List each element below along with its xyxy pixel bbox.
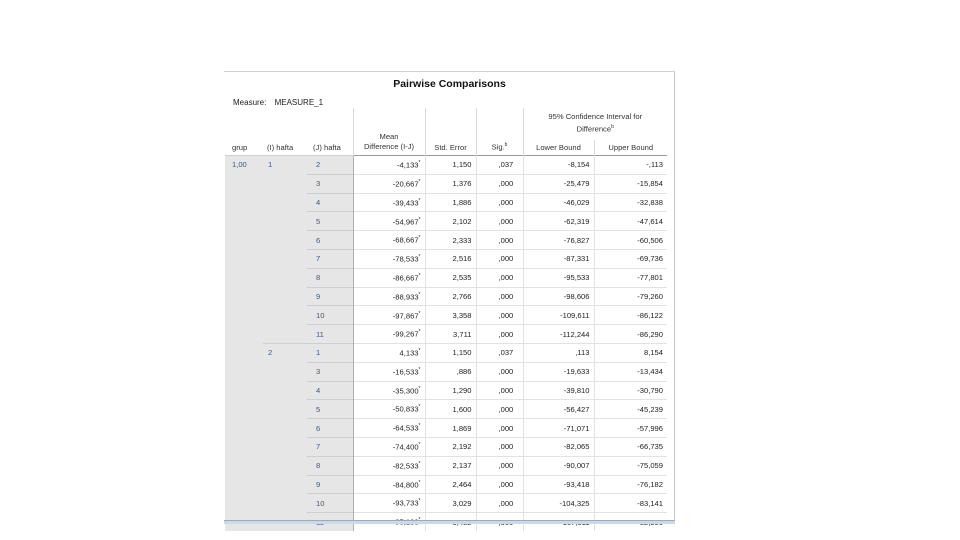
significance-star: *: [418, 310, 421, 317]
row-grup: [225, 249, 263, 268]
row-j-hafta: 6: [307, 231, 353, 250]
row-mean-difference: [353, 193, 425, 212]
row-i-hafta: [263, 287, 307, 306]
row-grup: [225, 456, 263, 475]
row-mean-difference: [353, 306, 425, 325]
table-title: Pairwise Comparisons: [393, 78, 506, 90]
row-sig: ,000: [476, 381, 523, 400]
mean-difference-value: -84,800: [392, 480, 419, 490]
row-mean-difference: [353, 212, 425, 231]
row-mean-difference: [353, 174, 425, 193]
row-j-hafta: 8: [307, 456, 353, 475]
row-grup: [225, 362, 263, 381]
row-sig: ,000: [476, 475, 523, 494]
significance-star: *: [418, 291, 421, 298]
header-ci-note: b: [611, 124, 614, 130]
row-lower-bound: -25,479: [523, 174, 594, 193]
row-sig: ,000: [476, 400, 523, 419]
row-sig: ,000: [476, 287, 523, 306]
row-std-error: 2,535: [425, 268, 476, 287]
row-lower-bound: -39,810: [523, 381, 594, 400]
row-upper-bound: -45,239: [594, 400, 667, 419]
significance-star: *: [418, 160, 421, 167]
mean-difference-value: -64,533: [392, 423, 419, 433]
row-lower-bound: -19,633: [523, 362, 594, 381]
row-mean-difference: [353, 156, 425, 175]
row-lower-bound: -62,319: [523, 212, 594, 231]
row-i-hafta: [263, 306, 307, 325]
significance-star: *: [418, 329, 421, 336]
row-upper-bound: -75,059: [594, 456, 667, 475]
table-row: [225, 362, 667, 381]
row-mean-difference: [353, 456, 425, 475]
row-upper-bound: -86,290: [594, 325, 667, 344]
row-lower-bound: -87,331: [523, 249, 594, 268]
row-sig: ,000: [476, 494, 523, 513]
significance-star: *: [418, 235, 421, 242]
row-i-hafta: [263, 475, 307, 494]
row-std-error: 1,290: [425, 381, 476, 400]
row-upper-bound: -60,506: [594, 231, 667, 250]
table-row: [225, 325, 667, 344]
significance-star: *: [418, 423, 421, 430]
header-upper-bound: Upper Bound: [594, 140, 667, 156]
mean-difference-value: -88,933: [392, 292, 419, 302]
significance-star: *: [418, 442, 421, 449]
panel-right-border: [674, 71, 675, 524]
row-upper-bound: -66,735: [594, 437, 667, 456]
row-i-hafta: [263, 268, 307, 287]
row-mean-difference: [353, 325, 425, 344]
row-grup: [225, 475, 263, 494]
row-std-error: 1,869: [425, 419, 476, 438]
row-std-error: ,886: [425, 362, 476, 381]
row-sig: ,000: [476, 231, 523, 250]
table-row: [225, 193, 667, 212]
row-mean-difference: [353, 268, 425, 287]
row-i-hafta: [263, 437, 307, 456]
row-std-error: 2,192: [425, 437, 476, 456]
row-j-hafta: 7: [307, 249, 353, 268]
row-lower-bound: -56,427: [523, 400, 594, 419]
row-mean-difference: [353, 343, 425, 362]
mean-difference-value: -93,733: [392, 499, 419, 508]
table-row: [225, 475, 667, 494]
mean-difference-value: -20,667: [392, 179, 419, 189]
row-std-error: 2,137: [425, 456, 476, 475]
row-i-hafta: 2: [263, 343, 307, 362]
row-i-hafta: [263, 212, 307, 231]
row-grup: [225, 231, 263, 250]
row-mean-difference: [353, 249, 425, 268]
row-mean-difference: [353, 381, 425, 400]
row-mean-difference: [353, 400, 425, 419]
significance-star: *: [418, 366, 421, 373]
row-mean-difference: [353, 287, 425, 306]
mean-difference-value: -54,967: [392, 217, 419, 227]
table-row: [225, 156, 667, 175]
row-j-hafta: 9: [307, 475, 353, 494]
mean-difference-value: -16,533: [392, 367, 419, 377]
row-lower-bound: -8,154: [523, 156, 594, 175]
row-sig: ,000: [476, 437, 523, 456]
row-upper-bound: -47,614: [594, 212, 667, 231]
header-j-hafta: (J) hafta: [313, 143, 341, 152]
header-lower-bound: Lower Bound: [523, 140, 594, 156]
table-row: [225, 494, 667, 513]
row-lower-bound: -104,325: [523, 494, 594, 513]
row-lower-bound: -95,533: [523, 268, 594, 287]
mean-difference-value: -82,533: [392, 461, 419, 471]
mean-difference-value: -35,300: [392, 386, 419, 396]
row-sig: ,000: [476, 325, 523, 344]
row-upper-bound: -,113: [594, 156, 667, 175]
table-row: [225, 419, 667, 438]
significance-star: *: [418, 254, 421, 261]
measure-value: MEASURE_1: [274, 98, 324, 107]
pairwise-comparisons-table-panel: [224, 71, 675, 524]
significance-star: *: [418, 385, 421, 392]
row-grup: [225, 268, 263, 287]
row-lower-bound: -71,071: [523, 419, 594, 438]
row-upper-bound: -32,838: [594, 193, 667, 212]
mean-difference-value: -74,400: [392, 442, 419, 452]
row-sig: ,000: [476, 174, 523, 193]
row-upper-bound: -57,996: [594, 419, 667, 438]
header-std-error: Std. Error: [425, 108, 476, 156]
significance-star: *: [418, 178, 421, 185]
row-i-hafta: [263, 456, 307, 475]
panel-bottom-border: [224, 520, 675, 524]
row-i-hafta: [263, 494, 307, 513]
row-sig: ,000: [476, 306, 523, 325]
mean-difference-value: -50,833: [392, 405, 419, 415]
table-row: [225, 231, 667, 250]
row-grup: [225, 400, 263, 419]
row-mean-difference: [353, 437, 425, 456]
table-row: [225, 249, 667, 268]
row-j-hafta: 11: [307, 325, 353, 344]
row-grup: [225, 287, 263, 306]
mean-difference-value: -4,133: [397, 160, 419, 170]
table-row: [225, 268, 667, 287]
row-std-error: 2,464: [425, 475, 476, 494]
row-i-hafta: 1: [263, 156, 307, 175]
row-j-hafta: 2: [307, 156, 353, 175]
significance-star: *: [418, 479, 421, 486]
row-sig: ,000: [476, 456, 523, 475]
row-grup: [225, 212, 263, 231]
row-std-error: 1,150: [425, 156, 476, 175]
header-mean-difference-text: Mean Difference (I-J): [363, 132, 415, 151]
row-lower-bound: -46,029: [523, 193, 594, 212]
row-grup: [225, 325, 263, 344]
row-lower-bound: -109,611: [523, 306, 594, 325]
table-row: [225, 287, 667, 306]
header-sig-note: b: [504, 142, 508, 149]
row-sig: ,000: [476, 419, 523, 438]
row-sig: ,000: [476, 249, 523, 268]
row-lower-bound: -76,827: [523, 231, 594, 250]
mean-difference-value: -97,867: [392, 311, 419, 321]
row-j-hafta: 5: [307, 212, 353, 231]
row-mean-difference: [353, 475, 425, 494]
row-i-hafta: [263, 193, 307, 212]
row-i-hafta: [263, 400, 307, 419]
mean-difference-value: -39,433: [392, 198, 419, 208]
row-sig: ,000: [476, 193, 523, 212]
table-body: [225, 156, 667, 531]
row-std-error: 2,102: [425, 212, 476, 231]
significance-star: *: [418, 216, 421, 223]
significance-star: *: [418, 197, 421, 204]
row-upper-bound: -30,790: [594, 381, 667, 400]
row-upper-bound: 8,154: [594, 343, 667, 362]
row-i-hafta: [263, 249, 307, 268]
row-j-hafta: 5: [307, 400, 353, 419]
row-j-hafta: 7: [307, 437, 353, 456]
row-lower-bound: -93,418: [523, 475, 594, 494]
panel-top-border: [224, 71, 675, 72]
comparisons-table: [225, 108, 667, 531]
mean-difference-value: -78,533: [392, 254, 419, 264]
row-j-hafta: 9: [307, 287, 353, 306]
mean-difference-value: -68,667: [392, 235, 419, 245]
mean-difference-value: 4,133: [399, 348, 419, 358]
row-j-hafta: 4: [307, 193, 353, 212]
row-std-error: 3,711: [425, 325, 476, 344]
row-j-hafta: 3: [307, 174, 353, 193]
table-row: [225, 437, 667, 456]
row-i-hafta: [263, 325, 307, 344]
row-j-hafta: 4: [307, 381, 353, 400]
row-std-error: 2,516: [425, 249, 476, 268]
header-ci-wrap: [534, 112, 656, 135]
table-row: [225, 212, 667, 231]
row-std-error: 1,886: [425, 193, 476, 212]
row-sig: ,037: [476, 343, 523, 362]
table-row: [225, 381, 667, 400]
row-mean-difference: [353, 362, 425, 381]
row-std-error: 2,333: [425, 231, 476, 250]
row-std-error: 1,600: [425, 400, 476, 419]
row-j-hafta: 10: [307, 306, 353, 325]
row-grup: [225, 437, 263, 456]
significance-star: *: [418, 348, 421, 355]
row-mean-difference: [353, 494, 425, 513]
mean-difference-value: -99,267: [392, 329, 419, 339]
row-grup: [225, 174, 263, 193]
row-lower-bound: -98,606: [523, 287, 594, 306]
row-upper-bound: -76,182: [594, 475, 667, 494]
table-row: [225, 400, 667, 419]
row-grup: [225, 343, 263, 362]
row-mean-difference: [353, 231, 425, 250]
row-upper-bound: -83,141: [594, 494, 667, 513]
row-std-error: 1,376: [425, 174, 476, 193]
row-grup: [225, 381, 263, 400]
header-ci-text: 95% Confidence Interval for Difference: [548, 112, 643, 134]
significance-star: *: [418, 404, 421, 411]
row-lower-bound: -90,007: [523, 456, 594, 475]
row-j-hafta: 10: [307, 494, 353, 513]
row-std-error: 3,029: [425, 494, 476, 513]
header-grup: grup: [232, 143, 248, 152]
row-std-error: 2,766: [425, 287, 476, 306]
row-sig: ,000: [476, 362, 523, 381]
row-mean-difference: [353, 419, 425, 438]
row-i-hafta: [263, 362, 307, 381]
row-grup: [225, 306, 263, 325]
significance-star: *: [418, 460, 421, 467]
row-sig: ,037: [476, 156, 523, 175]
row-upper-bound: -13,434: [594, 362, 667, 381]
row-grup: 1,00: [225, 156, 263, 175]
row-sig: ,000: [476, 268, 523, 287]
table-row: [225, 343, 667, 362]
significance-star: *: [418, 272, 421, 279]
header-i-hafta: (I) hafta: [267, 143, 294, 152]
row-upper-bound: -15,854: [594, 174, 667, 193]
row-std-error: 3,358: [425, 306, 476, 325]
row-grup: [225, 419, 263, 438]
row-i-hafta: [263, 419, 307, 438]
header-sig: [476, 108, 523, 156]
row-j-hafta: 6: [307, 419, 353, 438]
row-j-hafta: 1: [307, 343, 353, 362]
row-upper-bound: -86,122: [594, 306, 667, 325]
mean-difference-value: -86,667: [392, 273, 419, 283]
row-grup: [225, 193, 263, 212]
header-mean-difference: [353, 108, 425, 156]
row-lower-bound: ,113: [523, 343, 594, 362]
row-upper-bound: -79,260: [594, 287, 667, 306]
row-j-hafta: 8: [307, 268, 353, 287]
row-i-hafta: [263, 381, 307, 400]
row-i-hafta: [263, 174, 307, 193]
row-sig: ,000: [476, 212, 523, 231]
row-upper-bound: -77,801: [594, 268, 667, 287]
header-confidence-interval: [523, 108, 667, 140]
row-std-error: 1,150: [425, 343, 476, 362]
measure-label: Measure:: [233, 98, 267, 107]
measure-line: [233, 98, 329, 107]
row-grup: [225, 494, 263, 513]
row-lower-bound: -112,244: [523, 325, 594, 344]
table-row: [225, 174, 667, 193]
row-j-hafta: 3: [307, 362, 353, 381]
significance-star: *: [418, 498, 421, 505]
row-upper-bound: -69,736: [594, 249, 667, 268]
table-row: [225, 306, 667, 325]
row-i-hafta: [263, 231, 307, 250]
row-lower-bound: -82,065: [523, 437, 594, 456]
table-row: [225, 456, 667, 475]
header-sig-text: Sig.: [491, 143, 505, 152]
